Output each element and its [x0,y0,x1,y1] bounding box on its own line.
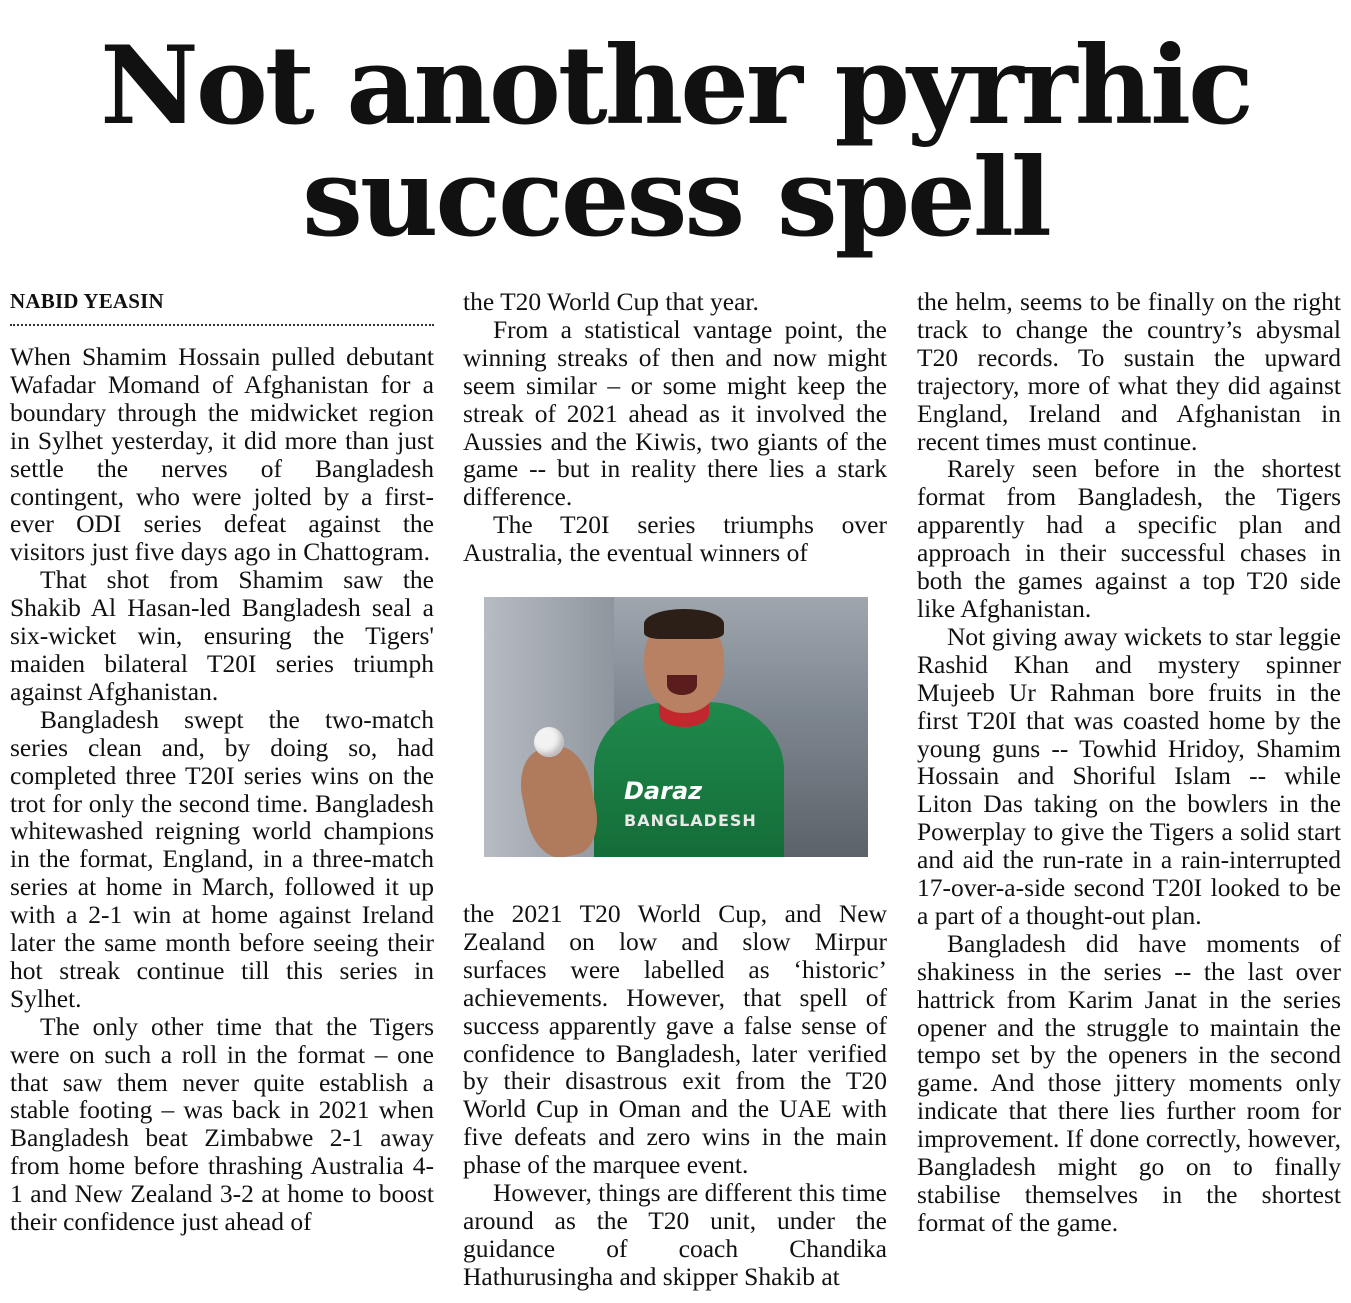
paragraph: Bangladesh did have moments of shakiness in the series -- the last over hattrick from Karim Janat in the series opener and the struggle to maintain the tempo set by the openers in the second game. And those jittery moments only indicate that there lies further room for improvement. If done correctly, however, Bangladesh might go on to finally stabilise themselves in the shortest format of the game. [917,928,1341,1237]
headline [0,23,1351,261]
headline-line-2: success spell [302,135,1049,261]
paragraph: However, things are different this time around as the T20 unit, under the guidance of coach Chandika Hathurusingha and skipper Shakib at [463,1178,887,1291]
paragraph: the helm, seems to be finally on the right track to change the country’s abysmal T20 records. To sustain the upward trajectory, more of what they did against England, Ireland and Afghanistan in recent times must continue. [917,287,1341,456]
paragraph: the 2021 T20 World Cup, and New Zealand on low and slow Mirpur surfaces were labelled as ‘historic’ achievements. However, that spell of success apparently gave a false sense of confidence to Bangladesh, later verified by their disastrous exit from the T20 World Cup in Oman and the UAE with five defeats and zero wins in the main phase of the marquee event. [463,899,887,1180]
column-3 [917,288,1341,1237]
paragraph: Rarely seen before in the shortest format from Bangladesh, the Tigers apparently had a specific plan and approach in their successful chases in both the games against a top T20 side like Afghanistan. [917,454,1341,623]
column-1 [10,288,434,1236]
player-mouth [667,675,697,695]
paragraph: the T20 World Cup that year. [463,287,759,316]
paragraph: Bangladesh swept the two-match series clean and, by doing so, had completed three T20I series wins on the trot for only the second time. Bangladesh whitewashed reigning world champions in the format, England, in a three-match series at home in March, followed it up with a 2-1 win at home against Ireland later the same month before seeing their hot streak continue till this series in Sylhet. [10,704,434,1013]
paragraph: That shot from Shamim saw the Shakib Al Hasan-led Bangladesh seal a six-wicket win, ensuring the Tigers' maiden bilateral T20I series triumph against Afghanistan. [10,565,434,706]
byline: NABID YEASIN [10,288,434,326]
player-hair [644,609,724,639]
cricket-ball-icon [534,727,564,757]
column-2-bottom [463,900,887,1291]
jersey-sponsor-text: Daraz [624,777,703,805]
jersey-country-text: BANGLADESH [624,811,757,830]
paragraph: Not giving away wickets to star leggie Rashid Khan and mystery spinner Mujeeb Ur Rahman bore fruits in the first T20I that was coasted home by the young guns -- Towhid Hridoy, Shamim Hossain and Shoriful Islam -- while Liton Das taking on the bowlers in the Powerplay to give the Tigers a solid start and aid the run-rate in a rain-interrupted 17-over-a-side second T20I looked to be a part of a thought-out plan. [917,621,1341,930]
paragraph: The only other time that the Tigers were on such a roll in the format – one that saw them never quite establish a stable footing – was back in 2021 when Bangladesh beat Zimbabwe 2-1 away from home before thrashing Australia 4-1 and New Zealand 3-2 at home to boost their confidence just ahead of [10,1011,434,1237]
paragraph: When Shamim Hossain pulled debutant Wafadar Momand of Afghanistan for a boundary through the midwicket region in Sylhet yesterday, it did more than just settle the nerves of Bangladesh contingent, who were jolted by a first-ever ODI series defeat against the visitors just five days ago in Chattogram. [10,342,434,567]
paragraph: From a statistical vantage point, the winning streaks of then and now might seem similar – or some might keep the streak of 2021 ahead as it involved the Aussies and the Kiwis, two giants of the game -- but in reality there lies a stark difference. [463,314,887,512]
column-2-top [463,288,887,567]
cricketer-photo [484,597,868,857]
paragraph: The T20I series triumphs over Australia, the eventual winners of [463,510,887,568]
headline-line-1: Not another pyrrhic [100,23,1251,149]
